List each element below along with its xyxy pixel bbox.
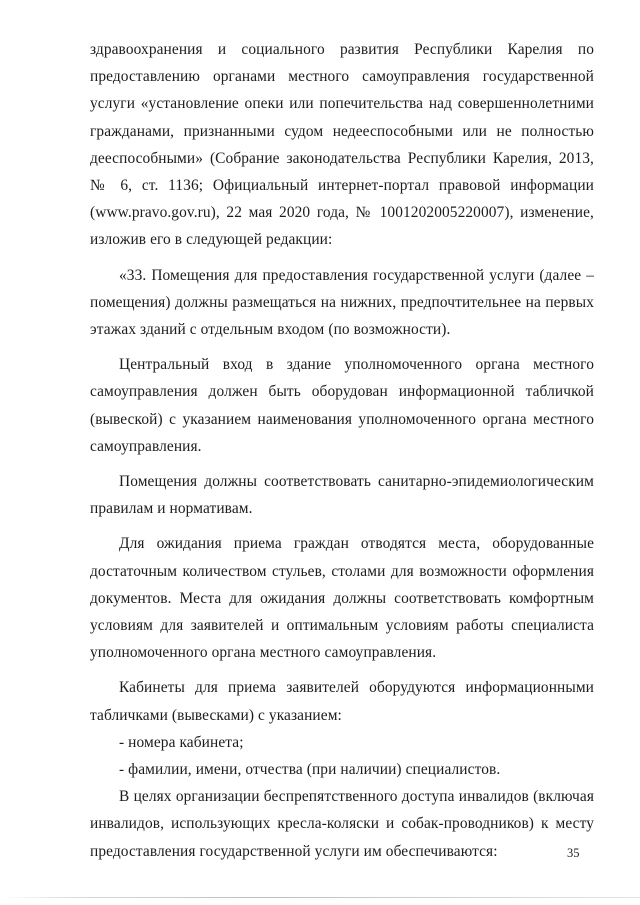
paragraph-sanitary: Помещения должны соответствовать санитарно-эпидемиологическим правилам и нормативам. <box>90 473 594 518</box>
paragraph-accessibility: В целях организации беспрепятственного доступа инвалидов (включая инвалидов, использующих кресла-коляски и собак-проводников) к месту предоставления государственной услуги им обеспечиваются: <box>90 788 594 860</box>
list-item-specialist-names: - фамилии, имени, отчества (при наличии) специалистов. <box>119 761 501 779</box>
bottom-scan-edge <box>0 897 640 898</box>
document-body <box>90 36 594 865</box>
list-item-cabinet-number: - номера кабинета; <box>119 733 244 751</box>
paragraph-item-33: «33. Помещения для предоставления государственной услуги (далее – помещения) должны размещаться на нижних, предпочтительнее на первых этажах зданий с отдельным входом (по возможности). <box>90 266 594 339</box>
paragraph-waiting: Для ожидания приема граждан отводятся места, оборудованные достаточным количеством стульев, столами для возможности оформления документов. Места для ожидания должны соответствовать комфортным условиям для заявителей и оптимальным условиям работы специалиста уполномоченного органа местного самоуправления. <box>90 535 594 662</box>
paragraph-entrance: Центральный вход в здание уполномоченного органа местного самоуправления должен быть оборудован информационной табличкой (вывеской) с указанием наименования уполномоченного органа местного самоуправления. <box>90 356 594 455</box>
paragraph-intro: здравоохранения и социального развития Республики Карелия по предоставлению органами местного самоуправления государственной услуги «установление опеки или попечительства над совершеннолетними гражданами, признанными судом недееспособными или не полностью дееспособными» (Собрание законодательства Республики Карелия, 2013, № 6, ст. 1136; Официальный интернет-портал правовой информации (www.pravo.gov.ru), 22 мая 2020 года, № 1001202005220007), изменение, изложив его в следующей редакции: <box>90 41 594 249</box>
paragraph-cabinets: Кабинеты для приема заявителей оборудуются информационными табличками (вывесками) с указанием: <box>90 679 594 724</box>
page-number: 35 <box>567 846 580 860</box>
